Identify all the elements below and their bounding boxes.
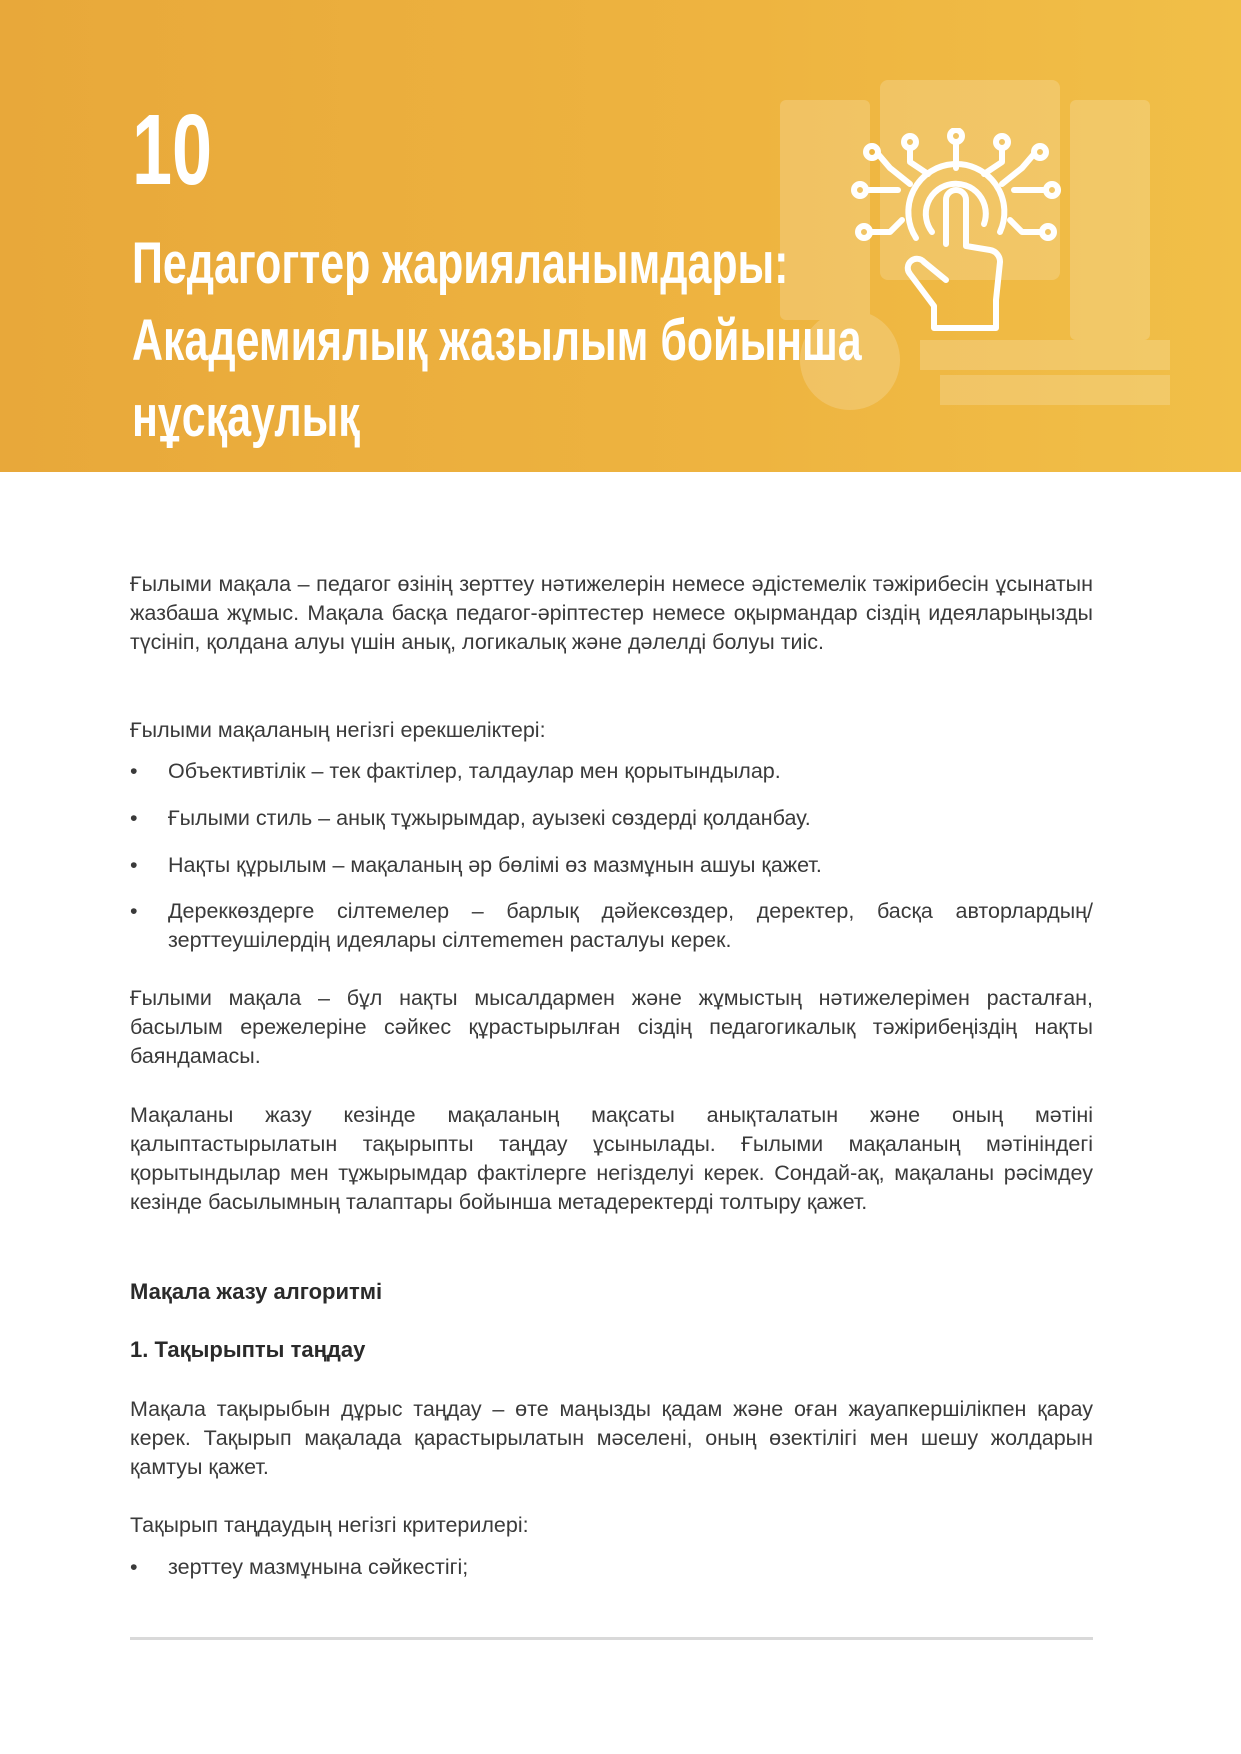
- bullet-icon: •: [130, 853, 138, 877]
- intro-paragraph: Ғылыми мақала – педагог өзінің зерттеу нәтижелерін немесе әдістемелік тәжірибесін ұсынатын жазбаша жұмыс. Мақала басқа педагог-әріптестер немесе оқырмандар сіздің идеяларыңызды түсініп, қолдана алуы үшін анық, логикалық және дәлелді болуы тиіс.: [130, 572, 1093, 654]
- chapter-title-line-2: Академиялық жазылым бойынша: [132, 308, 862, 373]
- list-item: • Дереккөздерге сілтемелер – барлық дәйексөздер, деректер, басқа авторлардың/зерттеушілердің идеялары сілтememен расталуы керек.: [130, 899, 1093, 952]
- list-item: • Объективтілік – тек фактілер, талдаулар мен қорытындылар.: [130, 757, 1093, 786]
- step1-heading: 1. Тақырыпты таңдау: [130, 1337, 366, 1362]
- footer-divider: [130, 1637, 1093, 1640]
- definition-paragraph: Ғылыми мақала – бұл нақты мысалдармен және жұмыстың нәтижелерімен расталған, басылым ережелеріне сәйкес құрастырылған сіздің педагогикалық тәжірибеңіздің нақты баяндамасы.: [130, 986, 1093, 1068]
- step1-paragraph: Мақала тақырыбын дұрыс таңдау – өте маңызды қадам және оған жауапкершілікпен қарау керек. Тақырып мақалада қарастырылатын мәселені, оның өзектілігі мен шешу жолдарын қамтуы қажет.: [130, 1397, 1093, 1479]
- bullet-icon: •: [130, 1555, 138, 1579]
- chapter-title-line-3: нұсқаулық: [132, 384, 360, 449]
- features-heading: Ғылыми мақаланың негізгі ерекшеліктері:: [130, 718, 546, 742]
- writing-paragraph: Мақаланы жазу кезінде мақаланың мақсаты анықталатын және оның мәтіні қалыптастырылатын тақырыпты таңдау ұсынылады. Ғылыми мақаланың мәтініндегі қорытындылар мен тұжырымдар фактілерге негізделуі керек. Сондай-ақ, мақаланы рәсімдеу кезінде басылымның талаптары бойынша метадеректерді толтыру қажет.: [130, 1103, 1093, 1214]
- chapter-number: 10: [132, 94, 213, 206]
- algorithm-heading: Мақала жазу алгоритмі: [130, 1279, 383, 1304]
- bullet-icon: •: [130, 899, 138, 923]
- chapter-header-band: [0, 0, 1241, 472]
- list-item: • Ғылыми стиль – анық тұжырымдар, ауызекі сөздерді қолданбау.: [130, 804, 1093, 833]
- chapter-title-line-1: Педагогтер жарияланымдары:: [132, 231, 789, 296]
- bullet-icon: •: [130, 759, 138, 783]
- bullet-icon: •: [130, 806, 138, 830]
- criteria-heading: Тақырып таңдаудың негізгі критерилері:: [130, 1513, 529, 1537]
- touch-circuit-hand-icon: [850, 128, 1062, 334]
- list-item: • зерттеу мазмұнына сәйкестігі;: [130, 1553, 1093, 1582]
- list-item: • Нақты құрылым – мақаланың әр бөлімі өз мазмұнын ашуы қажет.: [130, 851, 1093, 880]
